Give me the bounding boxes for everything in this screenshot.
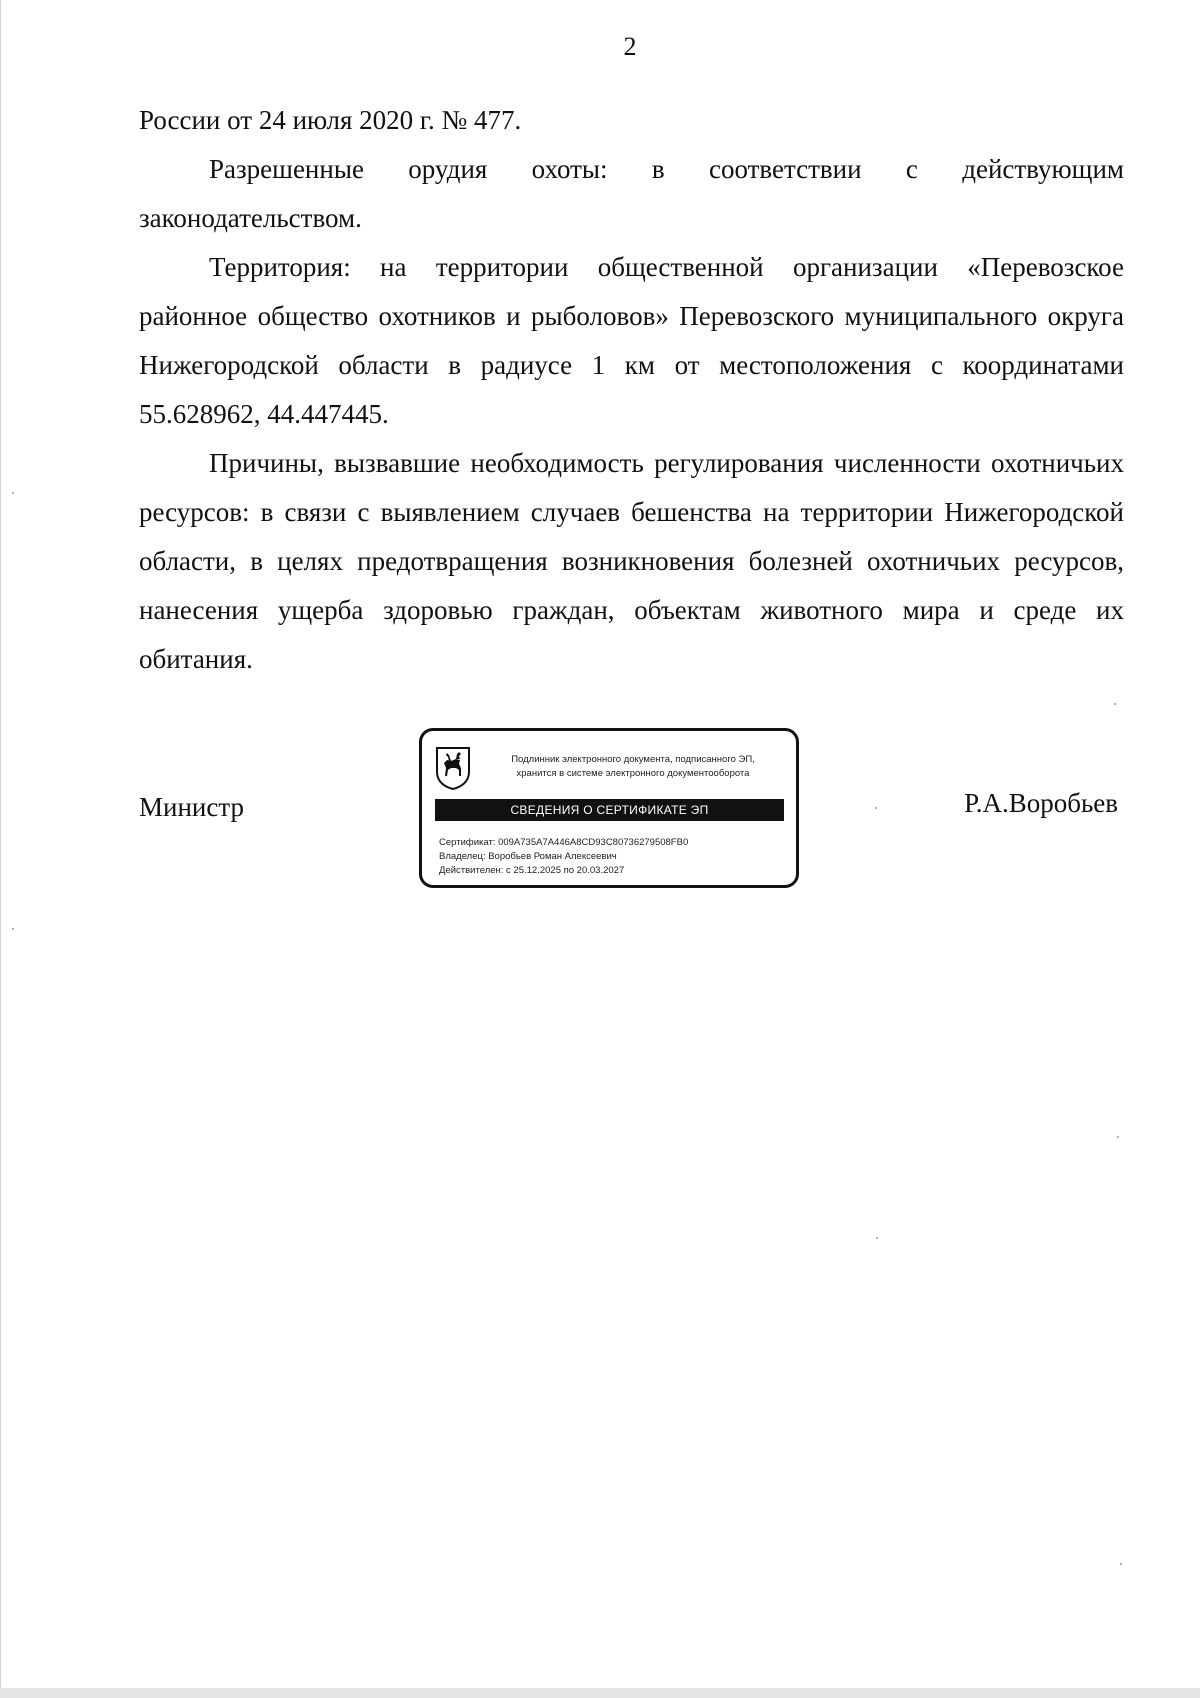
paragraph-hunting-tools: Разрешенные орудия охоты: в соответствии с действующим законодательством. <box>139 154 1124 233</box>
stamp-certificate-details <box>439 836 688 878</box>
page-edge-bottom <box>0 1688 1200 1698</box>
scan-speck <box>1120 1563 1122 1565</box>
stamp-header-line-1: Подлинник электронного документа, подписанного ЭП, <box>511 754 755 765</box>
scan-speck <box>1117 1136 1119 1138</box>
paragraph-territory: Территория: на территории общественной организации «Перевозское районное общество охотников и рыболовов» Перевозского муниципального округа Нижегородской области в радиусе 1 км от местоположения с координатами 55.628962, 44.447445. <box>139 252 1124 429</box>
stamp-header <box>478 753 788 781</box>
stamp-certificate-banner: СВЕДЕНИЯ О СЕРТИФИКАТЕ ЭП <box>435 799 784 821</box>
coat-of-arms-icon <box>435 746 471 790</box>
paragraph-continuation: России от 24 июля 2020 г. № 477. <box>139 105 522 135</box>
paragraph-reasons: Причины, вызвавшие необходимость регулирования численности охотничьих ресурсов: в связи с выявлением случаев бешенства на территории Нижегородской области, в целях предотвращения возникновения болезней охотничьих ресурсов, нанесения ущерба здоровью граждан, объектам животного мира и среде их обитания. <box>139 448 1124 674</box>
signatory-name: Р.А.Воробьев <box>964 788 1118 818</box>
certificate-owner: Владелец: Воробьев Роман Алексеевич <box>439 851 617 862</box>
scan-speck <box>12 928 14 930</box>
document-body <box>139 96 1124 684</box>
certificate-validity: Действителен: с 25.12.2025 по 20.03.2027 <box>439 865 625 876</box>
scan-speck <box>12 492 14 494</box>
page-number: 2 <box>623 32 637 61</box>
electronic-signature-stamp <box>419 728 799 888</box>
scan-speck <box>1114 703 1116 705</box>
stamp-header-line-2: хранится в системе электронного документооборота <box>516 768 750 779</box>
signatory-title: Министр <box>139 792 244 822</box>
scan-speck <box>875 807 877 809</box>
page-edge-left <box>0 0 1 1698</box>
certificate-number: Сертификат: 009A735A7A446A8CD93C80736279508FB0 <box>439 837 689 848</box>
scan-speck <box>876 1237 878 1239</box>
